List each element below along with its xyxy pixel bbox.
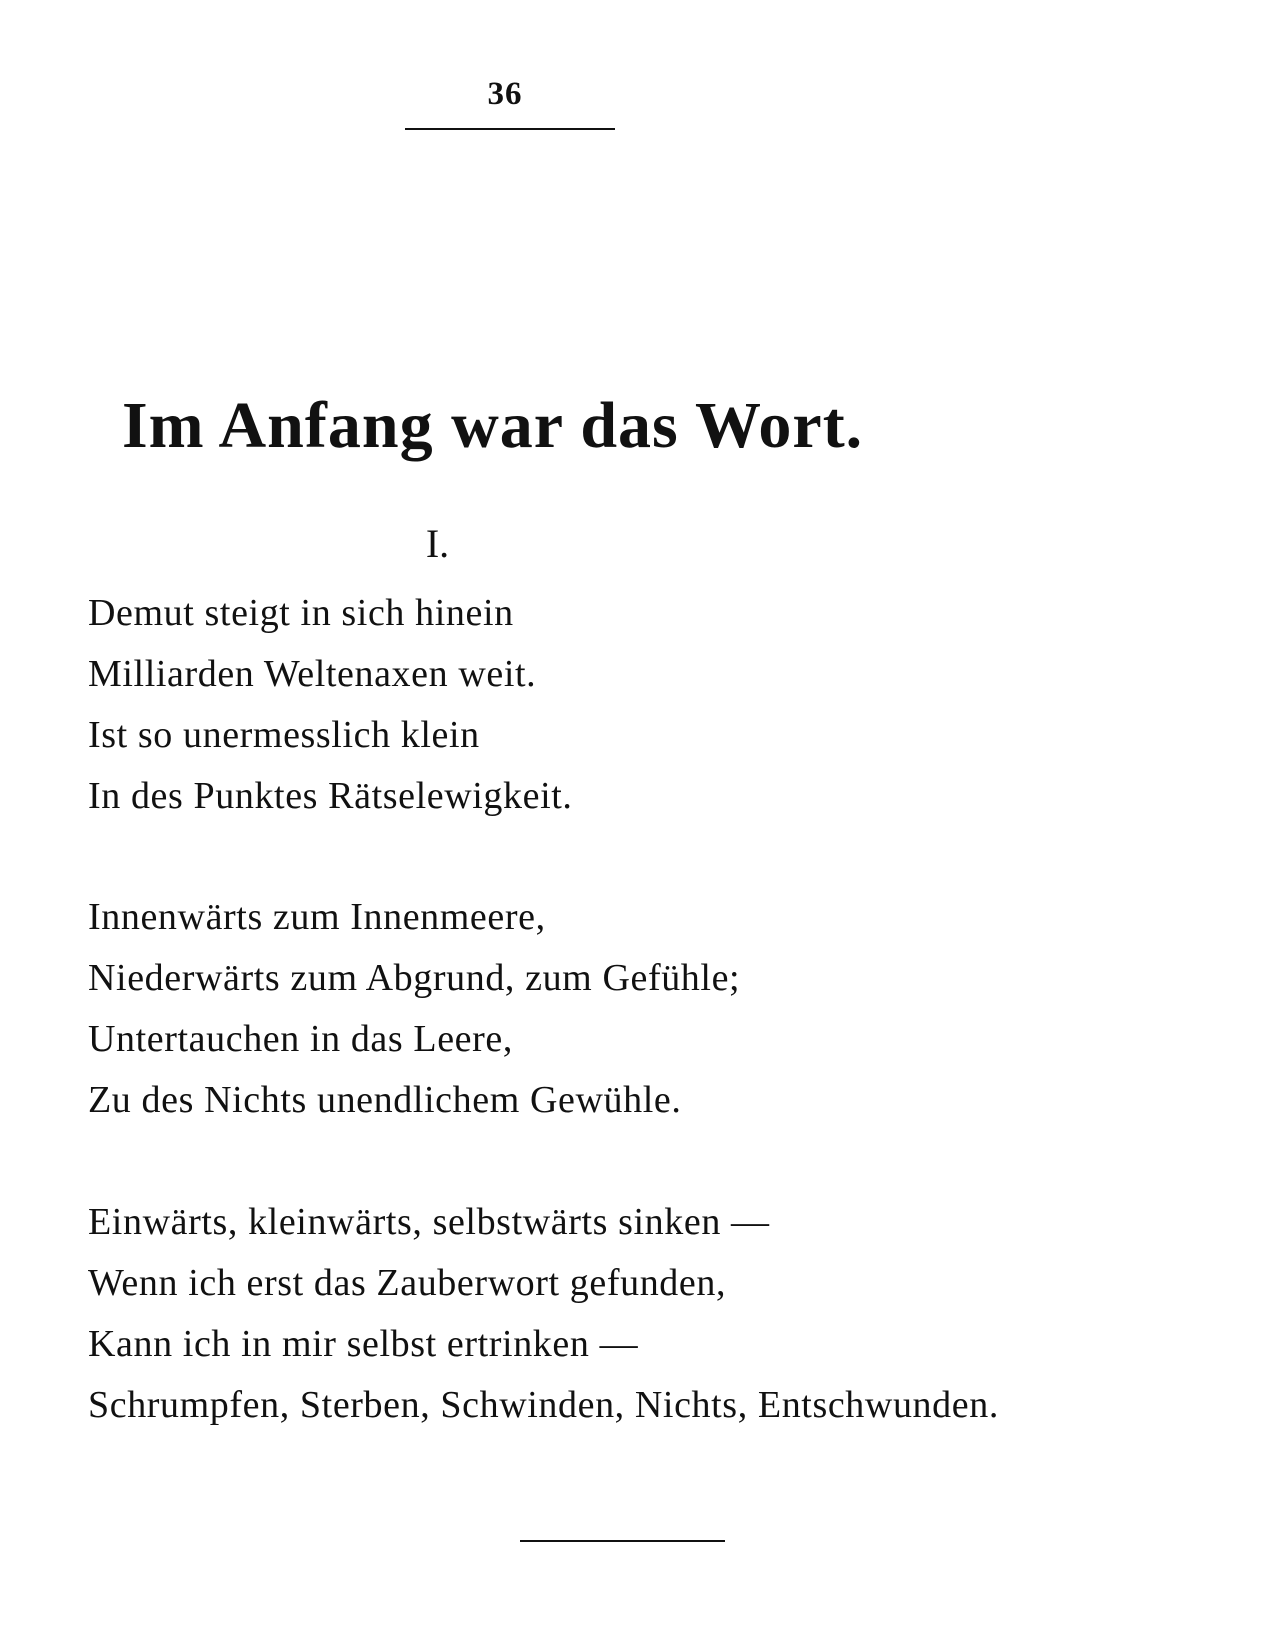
poem-line: Milliarden Weltenaxen weit. — [88, 653, 537, 695]
poem-line: Ist so unermesslich klein — [88, 714, 480, 756]
page-number: 36 — [487, 76, 523, 112]
poem-line: Zu des Nichts unendlichem Gewühle. — [88, 1079, 682, 1121]
stanza-2 — [88, 887, 740, 1131]
poem-line: Untertauchen in das Leere, — [88, 1018, 513, 1060]
poem-line: Kann ich in mir selbst ertrinken — — [88, 1323, 639, 1365]
poem-line: In des Punktes Rätselewigkeit. — [88, 775, 573, 817]
poem-line: Innenwärts zum Innenmeere, — [88, 896, 546, 938]
stanza-3 — [88, 1192, 999, 1436]
poem-line: Demut steigt in sich hinein — [88, 592, 514, 634]
footer-rule — [520, 1540, 725, 1542]
stanza-1 — [88, 583, 572, 827]
poem-line: Schrumpfen, Sterben, Schwinden, Nichts, Entschwunden. — [88, 1384, 999, 1426]
poem-line: Niederwärts zum Abgrund, zum Gefühle; — [88, 957, 741, 999]
header-rule — [405, 128, 615, 130]
poem-title: Im Anfang war das Wort. — [122, 389, 864, 462]
poem-line: Wenn ich erst das Zauberwort gefunden, — [88, 1262, 727, 1304]
poem-line: Einwärts, kleinwärts, selbstwärts sinken — — [88, 1201, 770, 1243]
section-numeral: I. — [425, 521, 450, 566]
